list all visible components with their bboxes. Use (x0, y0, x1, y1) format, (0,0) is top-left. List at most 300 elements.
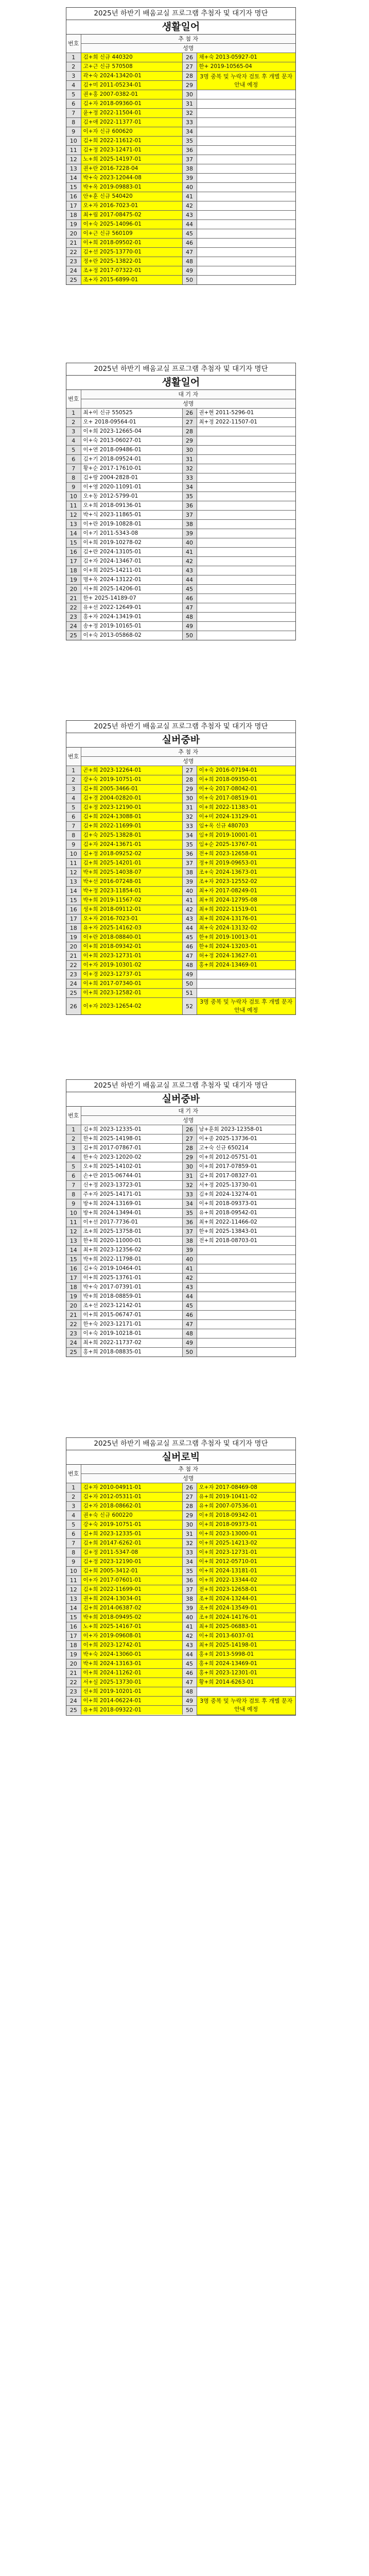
row-number: 11 (66, 1576, 81, 1585)
name-cell: 김+희 2014-06387-02 (81, 1604, 182, 1613)
name-cell: 최+희 2025-14198-01 (197, 1641, 295, 1650)
name-cell: 최+희 2024-13176-01 (197, 914, 295, 924)
row-number: 6 (66, 455, 81, 464)
name-cell: 조+희 2024-13549-01 (197, 1604, 295, 1613)
row-number: 46 (182, 1669, 197, 1678)
row-number: 6 (66, 1172, 81, 1181)
row-number: 17 (66, 914, 81, 924)
row-number: 6 (66, 1530, 81, 1539)
row-number: 45 (182, 229, 197, 239)
table-row (66, 201, 295, 211)
name-cell: 김+희 2024-13274-01 (197, 1190, 295, 1199)
table-row (66, 418, 295, 427)
name-cell (197, 1301, 295, 1311)
column-header-name: 성명 (81, 399, 295, 409)
table-row (66, 905, 295, 914)
table-row (66, 998, 295, 1015)
name-cell: 방+희 2024-13169-01 (81, 1199, 182, 1209)
name-cell (197, 538, 295, 548)
name-cell: 선+희 2019-10201-01 (81, 1687, 182, 1697)
row-number: 37 (182, 859, 197, 868)
row-number: 43 (182, 1283, 197, 1292)
name-cell: 박+희 2025-14038-07 (81, 868, 182, 877)
row-number: 4 (66, 794, 81, 803)
name-cell: 이+란 2018-08840-01 (81, 933, 182, 942)
row-number: 35 (182, 840, 197, 850)
row-number: 24 (66, 1338, 81, 1348)
row-number: 50 (182, 1348, 197, 1357)
table-row (66, 877, 295, 887)
column-header-group: 추 첨 자 (81, 1465, 295, 1474)
table-row (66, 276, 295, 285)
row-number: 51 (182, 989, 197, 998)
program-name: 실버중바 (66, 733, 295, 748)
name-cell (197, 109, 295, 118)
table-row (66, 989, 295, 998)
table-row (66, 1348, 295, 1357)
table-row (66, 1311, 295, 1320)
table-row (66, 1292, 295, 1301)
name-cell: 이+희 2022-13344-02 (197, 1576, 295, 1585)
column-header-name: 성명 (81, 44, 295, 53)
table-row (66, 1172, 295, 1181)
table-row (66, 887, 295, 896)
row-number: 3 (66, 72, 81, 81)
name-cell: 한+숙 2023-12020-02 (81, 1153, 182, 1162)
name-cell: 이+희 2015-06747-01 (81, 1311, 182, 1320)
name-cell (197, 1292, 295, 1301)
row-number: 14 (66, 174, 81, 183)
row-number: 7 (66, 822, 81, 831)
table-row (66, 1669, 295, 1678)
name-cell (197, 127, 295, 137)
name-cell: 이+영 2020-11091-01 (81, 483, 182, 492)
row-number: 48 (182, 1329, 197, 1338)
row-number: 47 (182, 952, 197, 961)
row-number: 25 (66, 989, 81, 998)
table-row (66, 548, 295, 557)
row-number: 26 (66, 998, 81, 1015)
row-number: 44 (182, 924, 197, 933)
name-cell (197, 585, 295, 594)
table-row (66, 1255, 295, 1264)
table-row (66, 1283, 295, 1292)
name-cell: 홍+희 2024-13469-01 (197, 1659, 295, 1669)
name-cell: 황+희 2014-6263-01 (197, 1678, 295, 1687)
row-number: 7 (66, 109, 81, 118)
name-cell: 김+자 2018-09360-01 (81, 99, 182, 109)
name-cell: 김+랑 2004-2828-01 (81, 473, 182, 483)
row-number: 13 (66, 164, 81, 174)
table-row (66, 436, 295, 446)
name-cell: 김+선 2025-13770-01 (81, 248, 182, 257)
name-cell: 오+희 2025-14102-01 (81, 1162, 182, 1172)
table-row (66, 631, 295, 640)
row-number: 29 (182, 436, 197, 446)
name-cell: 최+자 2017-08249-01 (197, 887, 295, 896)
name-cell: 박+희 2024-13163-01 (81, 1659, 182, 1669)
column-header-number: 번호 (66, 390, 81, 409)
table-row (66, 812, 295, 822)
row-number: 42 (182, 201, 197, 211)
name-cell (197, 464, 295, 473)
table-row (66, 239, 295, 248)
row-number: 32 (182, 1181, 197, 1190)
row-number: 1 (66, 766, 81, 775)
table-row (66, 952, 295, 961)
table-row (66, 211, 295, 220)
row-number: 11 (66, 146, 81, 155)
name-cell: 이+희 2023-13000-01 (197, 1530, 295, 1539)
table-row (66, 90, 295, 99)
name-cell (197, 1320, 295, 1329)
roster-table (66, 1107, 295, 1357)
name-cell (197, 548, 295, 557)
row-number: 42 (182, 1632, 197, 1641)
table-row (66, 1548, 295, 1557)
name-cell (197, 1311, 295, 1320)
name-cell: 이+희 2012-05751-01 (197, 1153, 295, 1162)
row-number: 34 (182, 1557, 197, 1567)
row-number: 47 (182, 603, 197, 613)
row-number: 8 (66, 1190, 81, 1199)
row-number: 33 (182, 118, 197, 127)
table-row (66, 257, 295, 266)
row-number: 6 (66, 812, 81, 822)
row-number: 49 (182, 970, 197, 979)
name-cell: 허+정 2024-13627-01 (197, 952, 295, 961)
row-number: 34 (182, 127, 197, 137)
name-cell (197, 276, 295, 285)
name-cell: 홍+자 2024-13419-01 (81, 613, 182, 622)
table-row (66, 1320, 295, 1329)
row-number: 19 (66, 220, 81, 229)
name-cell (197, 492, 295, 501)
table-row (66, 220, 295, 229)
row-number: 17 (66, 557, 81, 566)
table-row (66, 1539, 295, 1548)
name-cell: 성+희 2018-09112-01 (81, 905, 182, 914)
row-number: 42 (182, 905, 197, 914)
row-number: 15 (66, 183, 81, 192)
row-number: 18 (66, 924, 81, 933)
row-number: 44 (182, 575, 197, 585)
name-cell (197, 211, 295, 220)
row-number: 28 (182, 1502, 197, 1511)
sheet-title: 2025년 하반기 배움교실 프로그램 추첨자 및 대기자 명단 (66, 363, 295, 376)
name-cell: 이+숙 2019-10218-01 (81, 1329, 182, 1338)
row-number: 42 (182, 1274, 197, 1283)
table-row (66, 613, 295, 622)
row-number: 47 (182, 1320, 197, 1329)
name-cell (197, 118, 295, 127)
name-cell: 이+숙 2013-06027-01 (81, 436, 182, 446)
row-number: 17 (66, 201, 81, 211)
name-cell (197, 220, 295, 229)
row-number: 9 (66, 483, 81, 492)
row-number: 44 (182, 1292, 197, 1301)
name-cell (197, 520, 295, 529)
name-cell: 김+희 2022-11612-01 (81, 137, 182, 146)
name-cell: 이+희 2012-05710-01 (197, 1557, 295, 1567)
row-number: 1 (66, 409, 81, 418)
roster-table (66, 35, 295, 284)
name-cell (197, 473, 295, 483)
row-number: 49 (182, 266, 197, 276)
row-number: 20 (66, 942, 81, 952)
name-cell: 김+정 2023-12471-01 (81, 146, 182, 155)
row-number: 1 (66, 1125, 81, 1134)
row-number: 41 (182, 548, 197, 557)
name-cell: 김+정 2023-12190-01 (81, 1557, 182, 1567)
row-number: 2 (66, 62, 81, 72)
row-number: 12 (66, 1227, 81, 1236)
row-number: 36 (182, 501, 197, 511)
table-row (66, 594, 295, 603)
row-number: 46 (182, 942, 197, 952)
name-cell: 이+희 2023-12742-01 (81, 1641, 182, 1650)
row-number: 26 (182, 53, 197, 62)
table-row (66, 1585, 295, 1595)
row-number: 23 (66, 1687, 81, 1697)
name-cell: 유+선 2022-12649-01 (81, 603, 182, 613)
row-number: 31 (182, 803, 197, 812)
row-number: 14 (66, 887, 81, 896)
name-cell (197, 137, 295, 146)
row-number: 48 (182, 257, 197, 266)
row-number: 9 (66, 1557, 81, 1567)
row-number: 7 (66, 1539, 81, 1548)
name-cell: 홍+희 2013-5998-01 (197, 1650, 295, 1659)
table-row (66, 1520, 295, 1530)
name-cell: 권+희 2024-13034-01 (81, 1595, 182, 1604)
name-cell: 이+희 2023-12731-01 (197, 1548, 295, 1557)
table-row (66, 99, 295, 109)
table-row (66, 1511, 295, 1520)
name-cell: 이+란 2019-10828-01 (81, 520, 182, 529)
column-header-group: 추 첨 자 (81, 748, 295, 757)
name-cell: 김+미 2011-05234-01 (81, 81, 182, 90)
row-number: 40 (182, 1255, 197, 1264)
table-row (66, 511, 295, 520)
name-cell: 김+희 2024-13088-01 (81, 812, 182, 822)
sheet-title: 2025년 하반기 배움교실 프로그램 추첨자 및 대기자 명단 (66, 1080, 295, 1092)
row-number: 22 (66, 1320, 81, 1329)
name-cell: 이+자 2023-12654-02 (81, 998, 182, 1015)
row-number: 8 (66, 831, 81, 840)
table-row (66, 933, 295, 942)
row-number: 32 (182, 464, 197, 473)
name-cell: 이+희 2022-11383-01 (197, 803, 295, 812)
name-cell: 윤+정 2022-11504-01 (81, 109, 182, 118)
roster-sheet (66, 1079, 296, 1357)
table-row (66, 1632, 295, 1641)
table-row (66, 868, 295, 877)
row-number: 27 (182, 62, 197, 72)
row-number: 6 (66, 99, 81, 109)
row-number: 19 (66, 1292, 81, 1301)
row-number: 12 (66, 155, 81, 164)
table-row (66, 1530, 295, 1539)
name-cell: 권+숙 신규 600220 (81, 1511, 182, 1520)
row-number: 24 (66, 979, 81, 989)
row-number: 15 (66, 896, 81, 905)
name-cell: 김+자 2024-13467-01 (81, 557, 182, 566)
row-number: 3 (66, 427, 81, 436)
table-row (66, 127, 295, 137)
name-cell (197, 1283, 295, 1292)
name-cell: 한+희 2024-13203-01 (197, 942, 295, 952)
name-cell (197, 427, 295, 436)
name-cell (197, 529, 295, 538)
row-number: 16 (66, 192, 81, 201)
row-number: 10 (66, 492, 81, 501)
program-name: 생활일어 (66, 20, 295, 35)
row-number: 27 (182, 1134, 197, 1144)
row-number: 7 (66, 464, 81, 473)
name-cell (197, 1348, 295, 1357)
name-cell: 김+정 2018-09252-02 (81, 850, 182, 859)
row-number: 35 (182, 492, 197, 501)
name-cell: 조+자 2023-12552-02 (197, 877, 295, 887)
table-row (66, 1153, 295, 1162)
name-cell (197, 557, 295, 566)
row-number: 17 (66, 1632, 81, 1641)
table-row (66, 840, 295, 850)
name-cell (197, 164, 295, 174)
name-cell: 최+희 2022-11519-01 (197, 905, 295, 914)
row-number: 2 (66, 418, 81, 427)
row-number: 45 (182, 1301, 197, 1311)
table-row (66, 118, 295, 127)
name-cell: 이+연 2018-09486-01 (81, 446, 182, 455)
row-number: 8 (66, 1548, 81, 1557)
name-cell (197, 201, 295, 211)
table-row (66, 192, 295, 201)
name-cell (197, 183, 295, 192)
name-cell: 김+숙 2025-13828-01 (81, 831, 182, 840)
row-number: 31 (182, 455, 197, 464)
row-number: 10 (66, 1567, 81, 1576)
table-row (66, 62, 295, 72)
name-cell (197, 446, 295, 455)
name-cell: 김+정 2011-5347-08 (81, 1548, 182, 1557)
name-cell: 이+희 2018-09502-01 (81, 239, 182, 248)
table-row (66, 924, 295, 933)
name-cell: 이+희 2018-09342-01 (81, 942, 182, 952)
table-row (66, 1301, 295, 1311)
row-number: 33 (182, 473, 197, 483)
row-number: 7 (66, 1181, 81, 1190)
row-number: 40 (182, 183, 197, 192)
row-number: 36 (182, 146, 197, 155)
name-cell: 한+숙 2023-12171-01 (81, 1320, 182, 1329)
name-cell: 김+희 2022-11699-01 (81, 1585, 182, 1595)
name-cell: 이+근 신규 560109 (81, 229, 182, 239)
column-header-number: 번호 (66, 35, 81, 53)
name-cell (197, 622, 295, 631)
row-number: 1 (66, 53, 81, 62)
name-cell: 명+옥 2024-13122-01 (81, 575, 182, 585)
name-cell (197, 613, 295, 622)
table-row (66, 1613, 295, 1622)
name-cell (197, 1687, 295, 1697)
row-number: 22 (66, 1678, 81, 1687)
sheet-title: 2025년 하반기 배움교실 프로그램 추첨자 및 대기자 명단 (66, 1438, 295, 1450)
row-number: 9 (66, 1199, 81, 1209)
name-cell: 김+희 2005-3466-01 (81, 785, 182, 794)
name-cell: 김+희 2025-14201-01 (81, 859, 182, 868)
row-number: 2 (66, 1493, 81, 1502)
table-row (66, 766, 295, 775)
column-header-name: 성명 (81, 757, 295, 766)
row-number: 14 (66, 1604, 81, 1613)
name-cell: 김+숙 2019-10464-01 (81, 1264, 182, 1274)
name-cell: 김+희 신규 440320 (81, 53, 182, 62)
name-cell: 임+희 2019-10001-01 (197, 831, 295, 840)
table-row (66, 109, 295, 118)
row-number: 10 (66, 137, 81, 146)
name-cell: 조+선 2023-12142-01 (81, 1301, 182, 1311)
row-number: 20 (66, 1659, 81, 1669)
name-cell (197, 979, 295, 989)
name-cell: 한+ 2025-14189-07 (81, 594, 182, 603)
name-cell: 홍+희 2023-12301-01 (197, 1669, 295, 1678)
row-number: 15 (66, 1613, 81, 1622)
name-cell (197, 603, 295, 613)
table-row (66, 137, 295, 146)
name-cell: 이+숙 2017-08042-01 (197, 785, 295, 794)
row-number: 23 (66, 1329, 81, 1338)
row-number: 4 (66, 1511, 81, 1520)
name-cell: 오+자 2016-7023-01 (81, 914, 182, 924)
row-number: 14 (66, 1246, 81, 1255)
name-cell: 최+정 2022-11507-01 (197, 418, 295, 427)
row-number: 18 (66, 1641, 81, 1650)
roster-table (66, 390, 295, 640)
row-number: 25 (66, 1348, 81, 1357)
table-row (66, 1595, 295, 1604)
table-row (66, 850, 295, 859)
name-cell: 유+자 2025-14162-03 (81, 924, 182, 933)
table-row (66, 557, 295, 566)
name-cell: 김+경 2004-02820-01 (81, 794, 182, 803)
row-number: 26 (182, 409, 197, 418)
row-number: 45 (182, 1659, 197, 1669)
table-row (66, 585, 295, 594)
name-cell (197, 631, 295, 640)
row-number: 37 (182, 1585, 197, 1595)
row-number: 46 (182, 1311, 197, 1320)
row-number: 48 (182, 1687, 197, 1697)
name-cell: 임+옥 신규 480703 (197, 822, 295, 831)
row-number: 47 (182, 1678, 197, 1687)
row-number: 22 (66, 248, 81, 257)
table-row (66, 1125, 295, 1134)
name-cell: 이+숙 2013-05868-02 (81, 631, 182, 640)
table-row (66, 174, 295, 183)
name-cell: 이+희 2019-10278-02 (81, 538, 182, 548)
table-row (66, 1274, 295, 1283)
table-row (66, 1218, 295, 1227)
row-number: 28 (182, 427, 197, 436)
name-cell: 이+희 2017-07859-01 (197, 1162, 295, 1172)
name-cell: 이+자 2019-10301-02 (81, 961, 182, 970)
name-cell: 노+희 2025-14167-01 (81, 1622, 182, 1632)
name-cell: 이+희 2023-12582-01 (81, 989, 182, 998)
name-cell: 곤+희 2023-12264-01 (81, 766, 182, 775)
name-cell: 박+옥 2019-09883-01 (81, 183, 182, 192)
